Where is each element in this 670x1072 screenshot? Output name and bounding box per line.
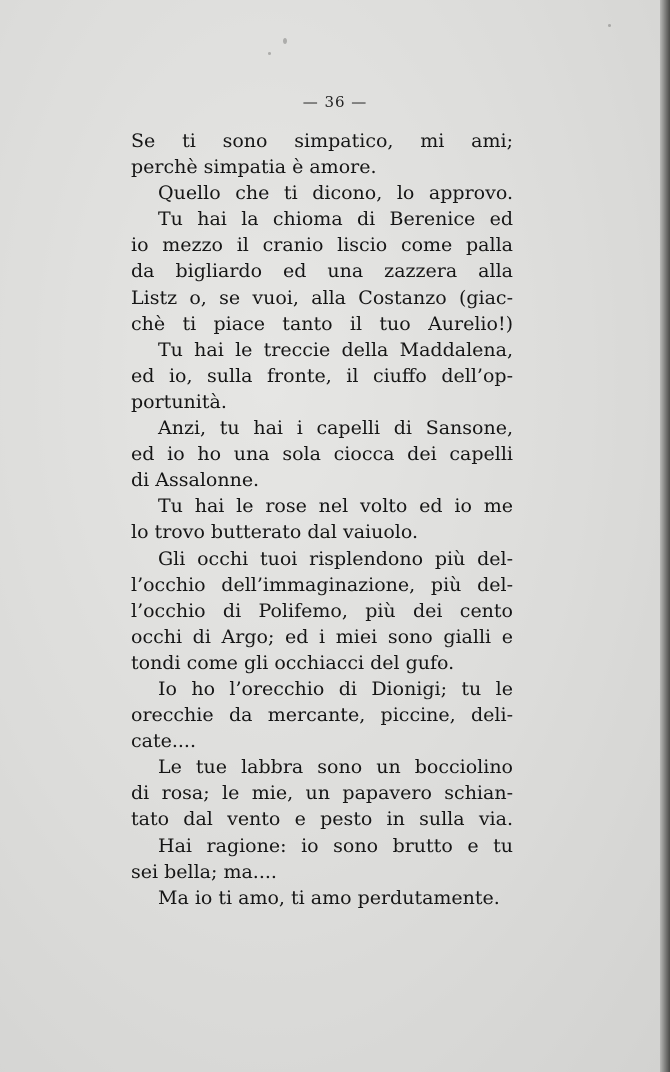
text-line: Tu hai la chioma di Berenice ed <box>158 208 513 231</box>
text-line: Se ti sono simpatico, mi ami; <box>131 130 513 152</box>
page-number: — 36 — <box>302 93 368 111</box>
text-line: l’occhio dell’immaginazione, più del- <box>131 573 513 596</box>
text-line: ed io, sulla fronte, il ciuffo dell’op- <box>131 364 513 387</box>
text-line: chè ti piace tanto il tuo Aurelio!) <box>131 312 513 335</box>
text-line: Le tue labbra sono un bocciolino <box>158 756 513 779</box>
text-line: ed io ho una sola ciocca dei capelli <box>131 443 513 466</box>
text-line: Quello che ti dicono, lo approvo. <box>158 182 513 205</box>
text-line: orecchie da mercante, piccine, deli- <box>131 704 513 727</box>
text-line: da bigliardo ed una zazzera alla <box>131 260 513 283</box>
text-line: Anzi, tu hai i capelli di Sansone, <box>158 417 513 440</box>
text-line: Listz o, se vuoi, alla Costanzo (giac- <box>131 286 513 309</box>
text-line: di Assalonne. <box>131 469 260 492</box>
text-line: tondi come gli occhiacci del gufo. <box>131 651 455 674</box>
text-line: Tu hai le treccie della Maddalena, <box>158 338 513 361</box>
text-line: portunità. <box>131 390 227 413</box>
text-line: io mezzo il cranio liscio come palla <box>131 234 513 257</box>
text-line: di rosa; le mie, un papavero schian- <box>131 782 513 805</box>
text-line: tato dal vento e pesto in sulla via. <box>131 808 513 831</box>
page-edge-shadow <box>660 0 670 1072</box>
text-line: Io ho l’orecchio di Dionigi; tu le <box>158 677 513 700</box>
text-line: lo trovo butterato dal vaiuolo. <box>131 521 419 544</box>
body-text <box>131 128 513 911</box>
paper-speck <box>268 52 271 55</box>
paper-speck <box>283 38 287 44</box>
text-line: l’occhio di Polifemo, più dei cento <box>131 599 513 622</box>
text-line: Ma io ti amo, ti amo perdutamente. <box>158 886 500 909</box>
text-line: sei bella; ma.... <box>131 860 277 883</box>
text-line: perchè simpatia è amore. <box>131 156 377 179</box>
text-line: Gli occhi tuoi risplendono più del- <box>158 547 513 570</box>
text-line: Hai ragione: io sono brutto e tu <box>158 834 513 857</box>
text-line: Tu hai le rose nel volto ed io me <box>158 495 513 518</box>
text-line: occhi di Argo; ed i miei sono gialli e <box>131 625 513 648</box>
text-line: cate.... <box>131 730 197 753</box>
paper-speck <box>608 24 611 27</box>
